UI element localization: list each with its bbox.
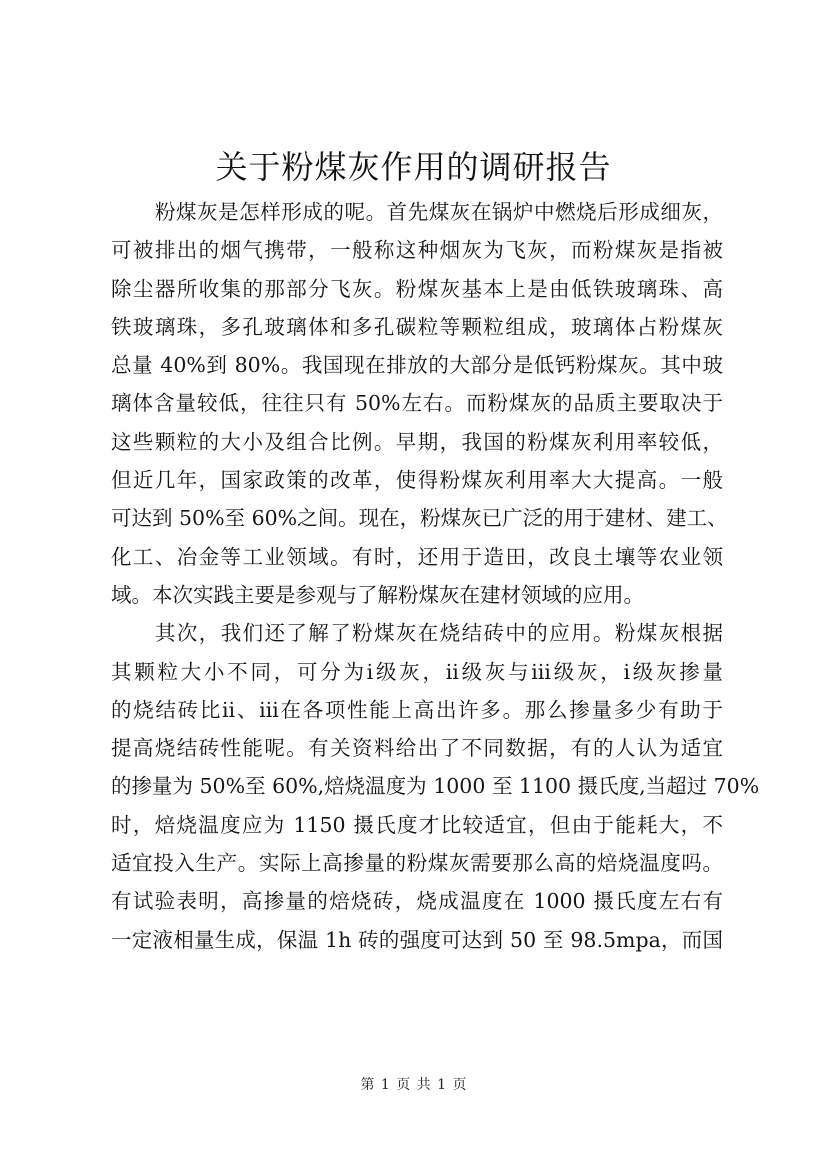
text-line: 的烧结砖比ⅱ、ⅲ在各项性能上高出许多。那么掺量多少有助于	[111, 697, 723, 722]
text-line: 可被排出的烟气携带，一般称这种烟灰为飞灰，而粉煤灰是指被	[111, 238, 723, 263]
text-line: 适宜投入生产。实际上高掺量的粉煤灰需要那么高的焙烧温度吗。	[111, 851, 723, 876]
text-line: 粉煤灰是怎样形成的呢。首先煤灰在锅炉中燃烧后形成细灰，	[155, 200, 723, 224]
text-line: 但近几年，国家政策的改革，使得粉煤灰利用率大大提高。一般	[111, 468, 723, 493]
text-line: 这些颗粒的大小及组合比例。早期，我国的粉煤灰利用率较低，	[111, 429, 723, 454]
page-number: 第 1 页 共 1 页	[360, 1077, 467, 1093]
text-line: 其颗粒大小不同，可分为ⅰ级灰，ⅱ级灰与ⅲ级灰，ⅰ级灰掺量	[111, 659, 723, 684]
text-line: 时，焙烧温度应为 1150 摄氏度才比较适宜，但由于能耗大，不	[111, 812, 723, 837]
text-line: 其次，我们还了解了粉煤灰在烧结砖中的应用。粉煤灰根据	[155, 621, 723, 646]
text-line: 化工、冶金等工业领域。有时，还用于造田，改良土壤等农业领	[111, 544, 723, 569]
text-line: 可达到 50%至 60%之间。现在，粉煤灰已广泛的用于建材、建工、	[111, 506, 728, 531]
text-line: 一定液相量生成，保温 1h 砖的强度可达到 50 至 98.5mpa，而国	[111, 927, 723, 952]
text-line: 提高烧结砖性能呢。有关资料给出了不同数据，有的人认为适宜	[111, 736, 723, 761]
text-line: 除尘器所收集的那部分飞灰。粉煤灰基本上是由低铁玻璃珠、高	[111, 276, 723, 301]
text-line: 铁玻璃珠，多孔玻璃体和多孔碳粒等颗粒组成，玻璃体占粉煤灰	[111, 314, 723, 339]
document-body	[111, 193, 760, 959]
document-title: 关于粉煤灰作用的调研报告	[215, 148, 612, 186]
text-line: 璃体含量较低，往往只有 50%左右。而粉煤灰的品质主要取决于	[111, 391, 723, 416]
text-line: 有试验表明，高掺量的焙烧砖，烧成温度在 1000 摄氏度左右有	[111, 889, 723, 914]
text-line: 的掺量为 50%至 60%,焙烧温度为 1000 至 1100 摄氏度,当超过 70%	[111, 774, 760, 799]
text-line: 总量 40%到 80%。我国现在排放的大部分是低钙粉煤灰。其中玻	[111, 353, 723, 378]
text-line: 域。本次实践主要是参观与了解粉煤灰在建材领域的应用。	[111, 582, 644, 607]
